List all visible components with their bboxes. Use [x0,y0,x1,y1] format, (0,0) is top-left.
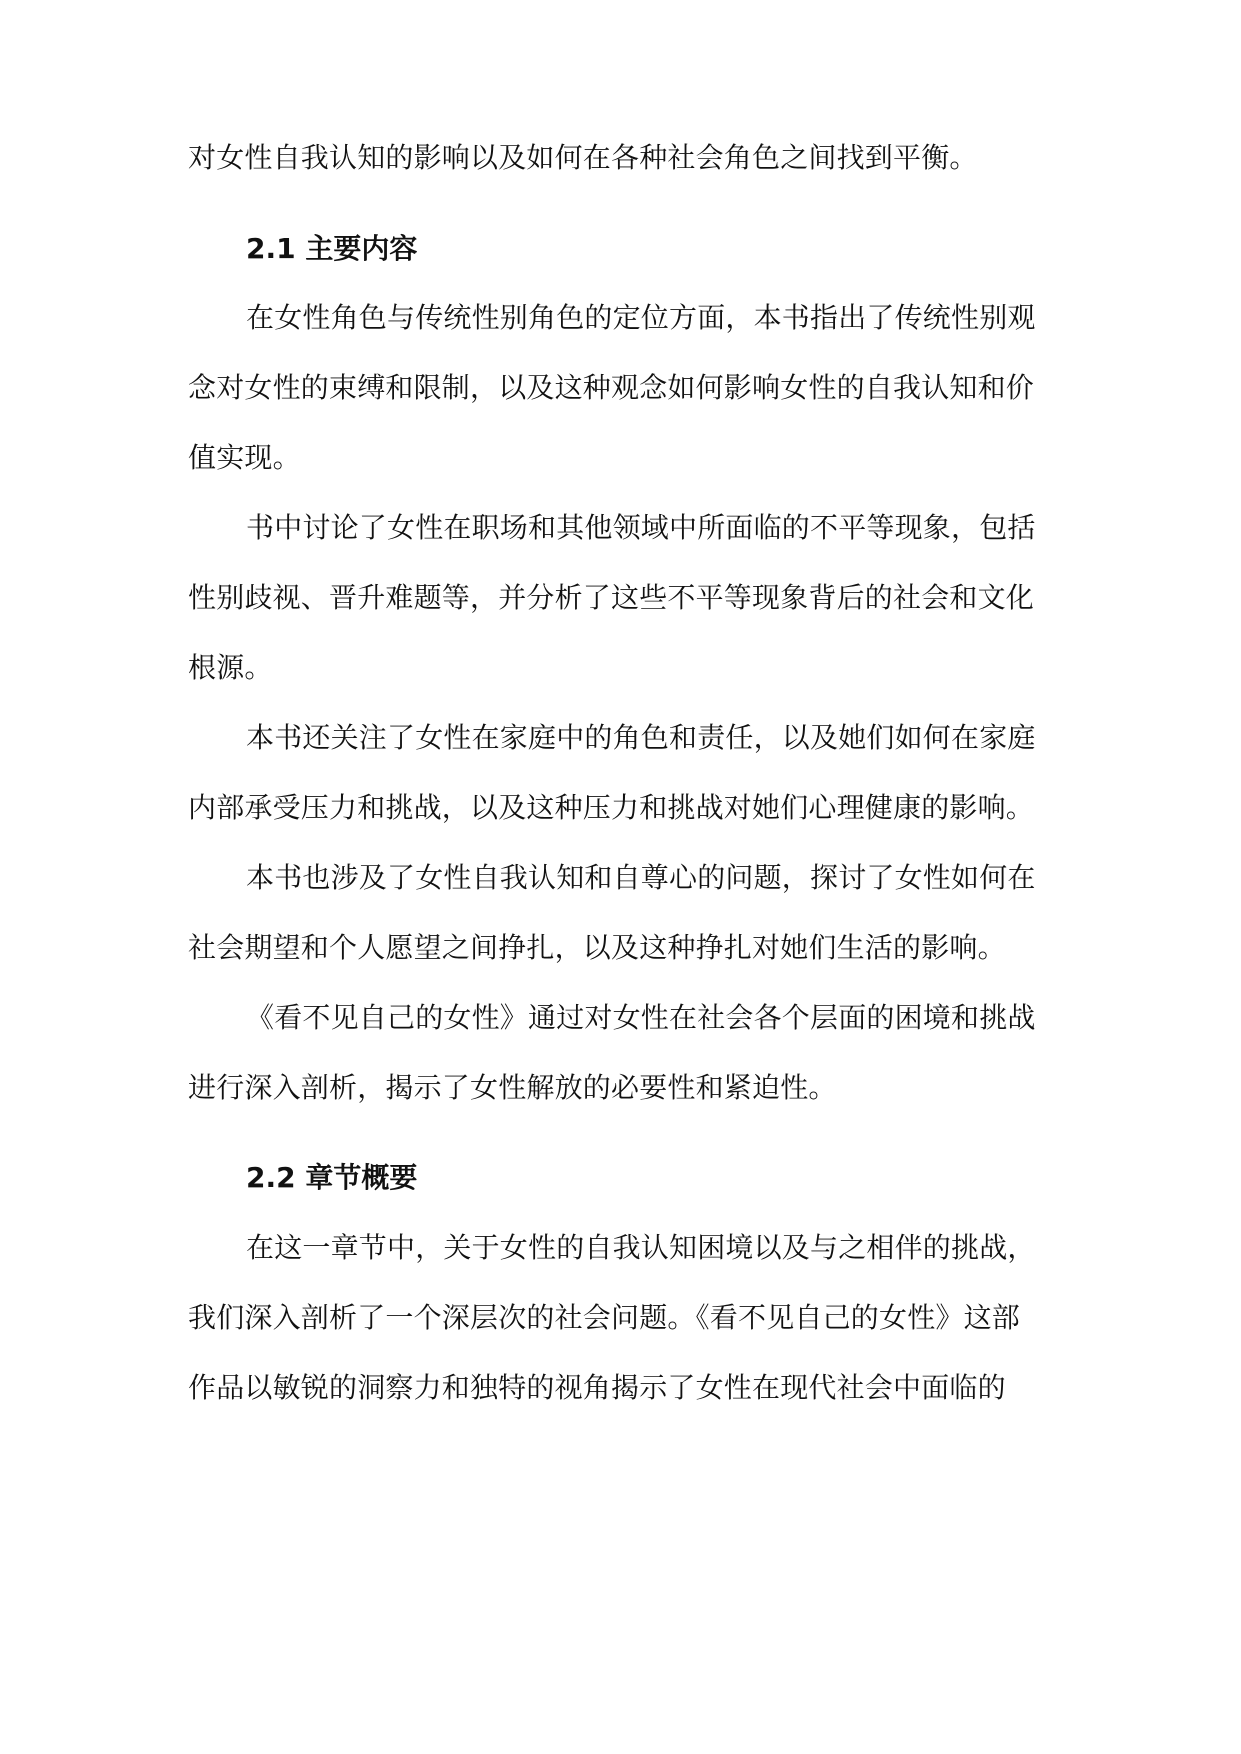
paragraph-line: 书中讨论了女性在职场和其他领域中所面临的不平等现象，包括 [246,511,1036,544]
paragraph-line: 在女性角色与传统性别角色的定位方面，本书指出了传统性别观 [246,301,1036,334]
text-line: 对女性自我认知的影响以及如何在各种社会角色之间找到平衡。 [188,141,978,174]
paragraph-line: 本书也涉及了女性自我认知和自尊心的问题，探讨了女性如何在 [246,861,1036,894]
text-line: 作品以敏锐的洞察力和独特的视角揭示了女性在现代社会中面临的 [188,1371,1006,1404]
text-line: 内部承受压力和挑战，以及这种压力和挑战对她们心理健康的影响。 [188,791,1035,824]
paragraph-line: 在这一章节中，关于女性的自我认知困境以及与之相伴的挑战， [246,1231,1036,1264]
text-line: 值实现。 [188,441,301,474]
text-line: 念对女性的束缚和限制，以及这种观念如何影响女性的自我认知和价 [188,371,1035,404]
text-line: 社会期望和个人愿望之间挣扎，以及这种挣扎对她们生活的影响。 [188,931,1006,964]
paragraph-line: 本书还关注了女性在家庭中的角色和责任，以及她们如何在家庭 [246,721,1036,754]
section-heading-2-1: 2.1 主要内容 [246,232,418,265]
text-line: 我们深入剖析了一个深层次的社会问题。《看不见自己的女性》这部 [188,1301,1021,1334]
text-line: 根源。 [188,651,273,684]
paragraph-line: 《看不见自己的女性》通过对女性在社会各个层面的困境和挑战 [246,1001,1036,1034]
text-line: 进行深入剖析，揭示了女性解放的必要性和紧迫性。 [188,1071,837,1104]
section-heading-2-2: 2.2 章节概要 [246,1161,418,1194]
text-line: 性别歧视、晋升难题等，并分析了这些不平等现象背后的社会和文化 [188,581,1035,614]
